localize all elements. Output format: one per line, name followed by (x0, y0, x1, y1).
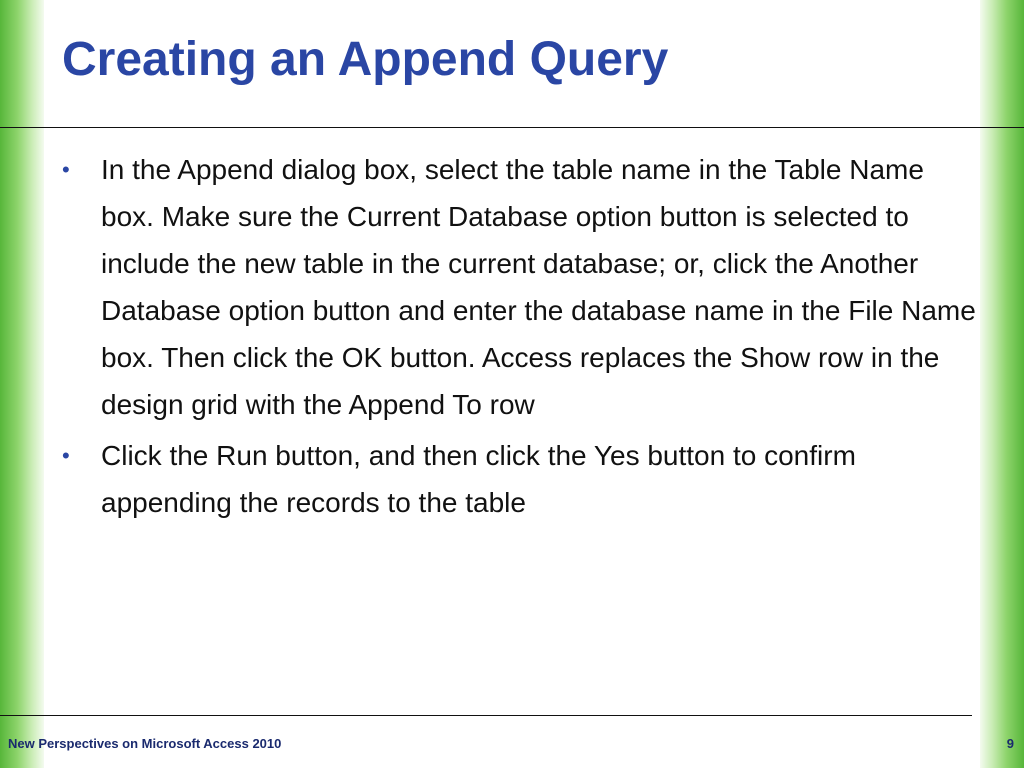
right-accent-bar (980, 0, 1024, 768)
bullet-list (62, 146, 977, 530)
title-divider (0, 127, 1024, 128)
bullet-marker: • (62, 443, 70, 468)
bullet-text: Click the Run button, and then click the Yes button to confirm appending the records to the table (101, 440, 856, 518)
bullet-marker: • (62, 157, 70, 182)
page-number: 9 (1006, 736, 1014, 751)
bullet-item (62, 146, 977, 428)
left-accent-bar (0, 0, 44, 768)
bullet-text: In the Append dialog box, select the table name in the Table Name box. Make sure the Current Database option button is selected to include the new table in the current database; or, click the Another Database option button and enter the database name in the File Name box. Then click the OK button. Access replaces the Show row in the design grid with the Append To row (101, 154, 976, 420)
slide-title: Creating an Append Query (62, 33, 669, 86)
bullet-item (62, 432, 977, 526)
footer-title: New Perspectives on Microsoft Access 2010 (8, 736, 282, 751)
footer-divider (0, 715, 972, 716)
